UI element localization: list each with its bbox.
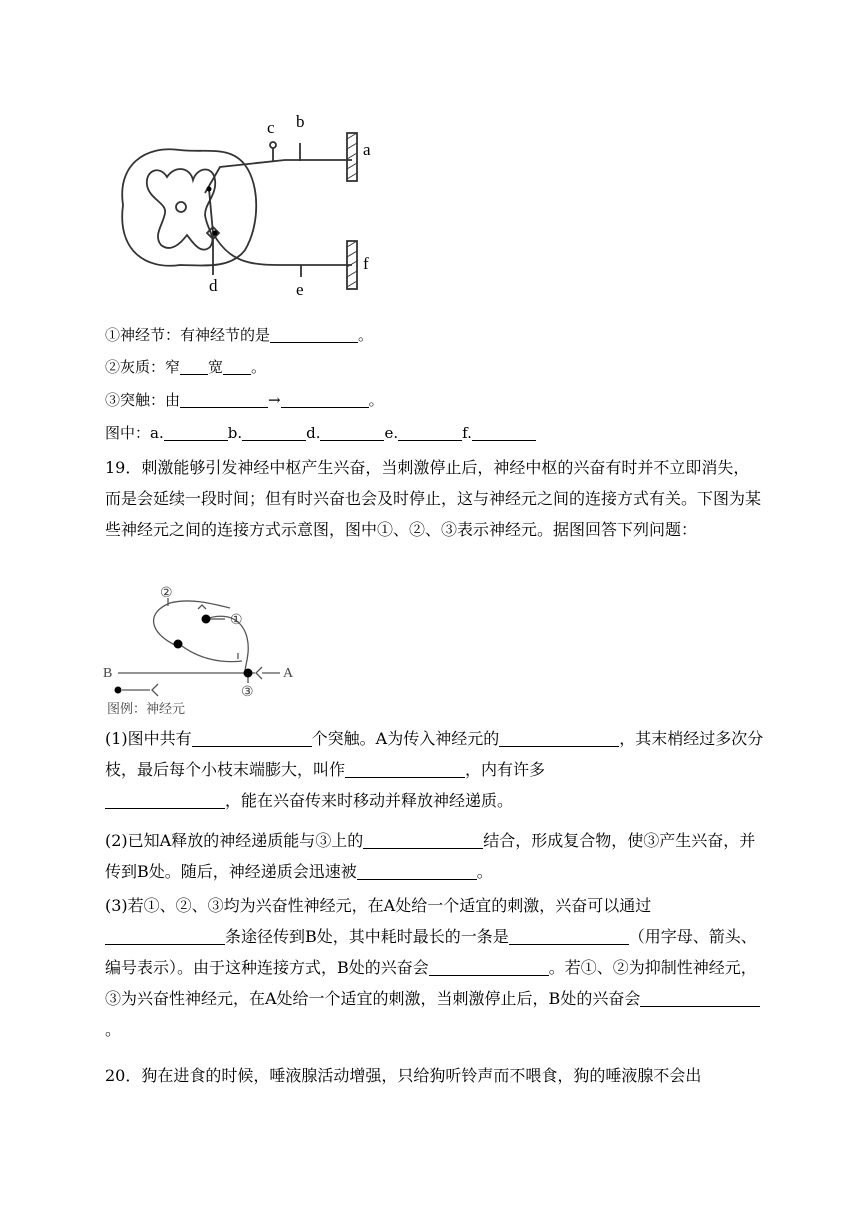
answer-blank[interactable]: [509, 927, 629, 945]
text: 。: [476, 862, 493, 881]
answer-blank[interactable]: [640, 989, 760, 1007]
text: a.: [150, 424, 164, 442]
label-A: A: [283, 666, 294, 681]
answer-blank[interactable]: [105, 791, 225, 809]
answer-blank[interactable]: [363, 831, 483, 849]
answer-blank[interactable]: [281, 391, 369, 408]
label-neuron-3: ③: [241, 685, 254, 700]
label-b: b: [296, 112, 305, 131]
label-d: d: [209, 276, 218, 295]
label-f: f: [363, 254, 369, 273]
arrow: →: [268, 391, 281, 409]
answer-blank[interactable]: [345, 760, 465, 778]
text: 宽: [208, 358, 224, 376]
answer-blank[interactable]: [180, 391, 268, 408]
text: (3)若①、②、③均为兴奋性神经元，在A处给一个适宜的刺激，兴奋可以通过: [105, 896, 652, 915]
label-neuron-2: ②: [160, 586, 173, 601]
answer-blank[interactable]: [499, 729, 619, 747]
text: 个突触。A为传入神经元的: [311, 729, 500, 748]
text: (2)已知A释放的神经递质能与③上的: [105, 831, 364, 850]
answer-blank[interactable]: [357, 862, 477, 880]
text: 条途径传到B处，其中耗时最长的一条是: [225, 927, 509, 946]
answer-blank[interactable]: [472, 424, 536, 441]
text: ②灰质：窄: [105, 358, 181, 376]
text: ③突触：由: [105, 391, 181, 409]
answer-blank[interactable]: [223, 358, 251, 375]
q18-line-figure-labels: [105, 423, 536, 443]
label-e: e: [296, 280, 304, 299]
text: ，能在兴奋传来时移动并释放神经递质。: [225, 791, 514, 810]
answer-blank[interactable]: [192, 729, 312, 747]
label-neuron-1: ①: [230, 613, 243, 628]
text: 。: [368, 391, 384, 409]
answer-blank[interactable]: [398, 424, 462, 441]
answer-blank[interactable]: [105, 927, 225, 945]
text: （用字母、箭头、编号表示）。由于这种连接方式，B处的兴奋会: [105, 927, 757, 977]
label-a: a: [363, 140, 371, 159]
answer-blank[interactable]: [320, 424, 384, 441]
q20-intro: 20．狗在进食的时候，唾液腺活动增强，只给狗听铃声而不喂食，狗的唾液腺不会出: [105, 1066, 702, 1085]
legend: 图例：神经元: [107, 701, 186, 716]
q18-line-ganglion: [105, 325, 373, 345]
text: ①神经节：有神经节的是: [105, 326, 271, 344]
text: f.: [462, 424, 472, 442]
answer-blank[interactable]: [164, 424, 228, 441]
text: 结合，形成复合物，使③产生兴奋，并传到B处。随后，神经递质会迅速被: [105, 831, 756, 881]
text: e.: [384, 424, 399, 442]
text: (1)图中共有: [105, 729, 192, 748]
q18-line-synapse: [105, 390, 384, 410]
text: 。: [251, 358, 267, 376]
text: 。若①、②为抑制性神经元，③为兴奋性神经元，在A处给一个适宜的刺激，当刺激停止后，B处的兴奋会: [105, 958, 757, 1008]
text: b.: [227, 424, 243, 442]
text: ，内有许多: [465, 760, 546, 779]
label-c: c: [267, 118, 275, 137]
text: 。: [358, 326, 374, 344]
text: ，其末梢经过多次分枝，最后每个小枝末端膨大，叫作: [105, 729, 764, 779]
q19-part3: [105, 890, 765, 1045]
text: d.: [306, 424, 321, 442]
q19-part2: [105, 825, 765, 887]
label-B: B: [103, 666, 113, 681]
answer-blank[interactable]: [242, 424, 306, 441]
neuron-connection-figure: [100, 583, 300, 718]
answer-blank[interactable]: [429, 958, 549, 976]
text: 。: [105, 1020, 122, 1039]
answer-blank[interactable]: [270, 326, 358, 343]
answer-blank[interactable]: [180, 358, 208, 375]
spinal-cord-figure: [105, 105, 395, 305]
text: 图中：: [105, 424, 151, 442]
q19-intro: 19．刺激能够引发神经中枢产生兴奋，当刺激停止后，神经中枢的兴奋有时并不立即消失，而是会延续一段时间；但有时兴奋也会及时停止，这与神经元之间的连接方式有关。下图为某些神经元之间的连接方式示意图，图中①、②、③表示神经元。据图回答下列问题：: [105, 458, 762, 539]
q19-part1: [105, 723, 765, 816]
q18-line-grey-matter: [105, 357, 266, 377]
